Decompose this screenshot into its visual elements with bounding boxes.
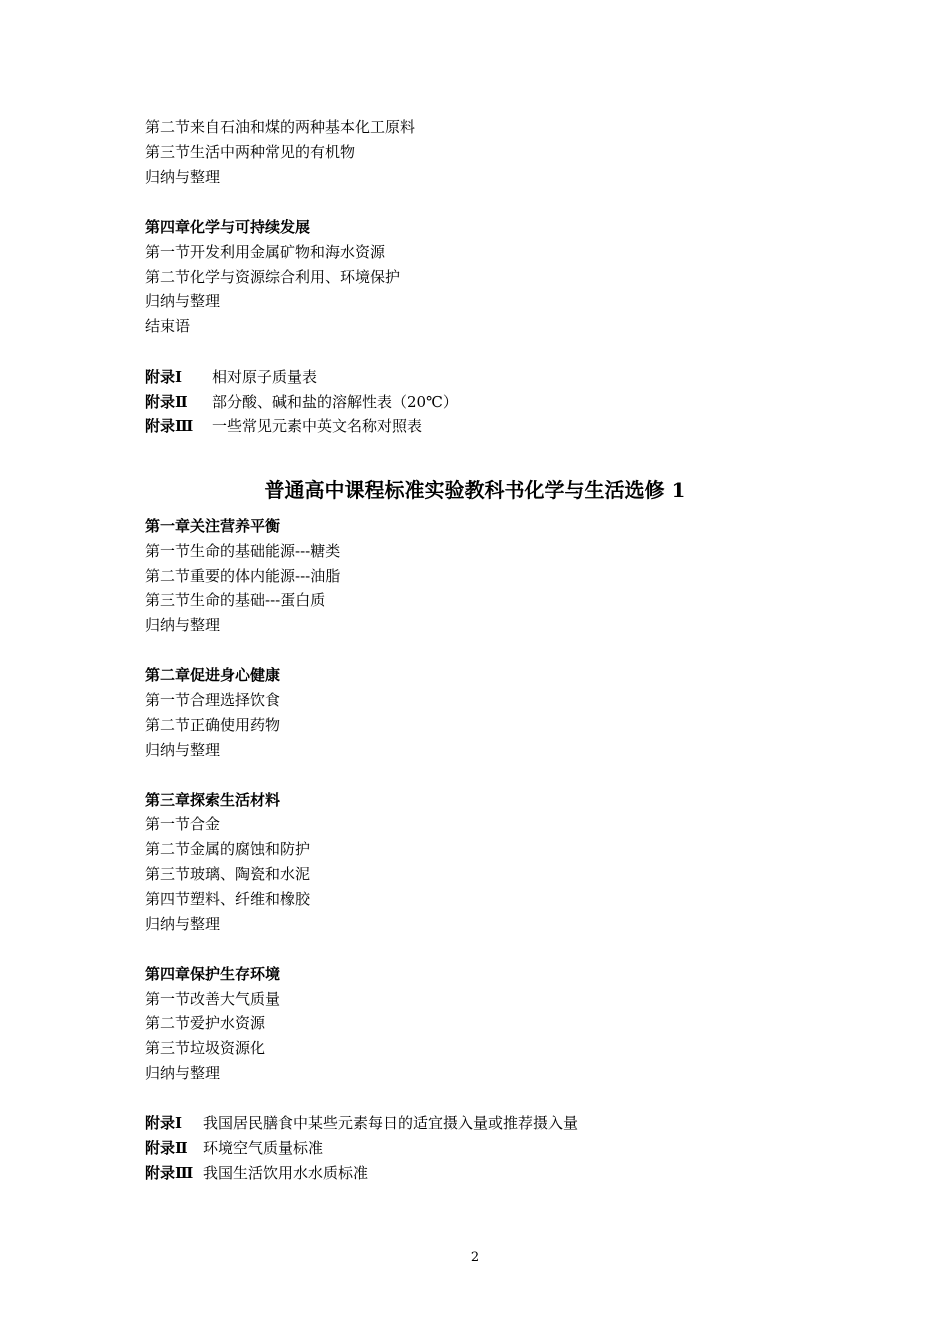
toc-line: 归纳与整理 bbox=[145, 616, 221, 634]
page-number: 2 bbox=[470, 1250, 480, 1265]
toc-line: 第一节改善大气质量 bbox=[145, 990, 281, 1008]
chapter-heading: 第四章化学与可持续发展 bbox=[145, 218, 311, 236]
appendix-text: 一些常见元素中英文名称对照表 bbox=[212, 417, 423, 435]
toc-line: 第一节生命的基础能源---糖类 bbox=[145, 542, 341, 560]
toc-line: 第二节正确使用药物 bbox=[145, 716, 281, 734]
toc-line: 归纳与整理 bbox=[145, 292, 221, 310]
appendix-label: 附录Ⅰ bbox=[145, 368, 183, 386]
appendix-label: 附录Ⅱ bbox=[145, 393, 188, 411]
toc-line: 归纳与整理 bbox=[145, 1064, 221, 1082]
appendix-label: 附录Ⅲ bbox=[145, 417, 194, 435]
toc-line: 第二节来自石油和煤的两种基本化工原料 bbox=[145, 118, 416, 136]
appendix-text: 我国居民膳食中某些元素每日的适宜摄入量或推荐摄入量 bbox=[203, 1114, 579, 1132]
appendix-line bbox=[145, 392, 458, 412]
toc-line: 第三节玻璃、陶瓷和水泥 bbox=[145, 865, 311, 883]
appendix-line bbox=[145, 1113, 578, 1133]
toc-line: 第三节生命的基础---蛋白质 bbox=[145, 591, 326, 609]
toc-line: 第二节金属的腐蚀和防护 bbox=[145, 840, 311, 858]
appendix-text: 环境空气质量标准 bbox=[203, 1139, 324, 1157]
toc-line: 归纳与整理 bbox=[145, 741, 221, 759]
appendix-text: 我国生活饮用水水质标准 bbox=[203, 1164, 369, 1182]
toc-line: 第一节合金 bbox=[145, 815, 221, 833]
appendix-line bbox=[145, 416, 422, 436]
chapter-heading: 第四章保护生存环境 bbox=[145, 965, 281, 983]
chapter-heading: 第三章探索生活材料 bbox=[145, 791, 281, 809]
toc-line: 第三节垃圾资源化 bbox=[145, 1039, 266, 1057]
toc-line: 第二节重要的体内能源---油脂 bbox=[145, 567, 341, 585]
appendix-text: 部分酸、碱和盐的溶解性表（20℃） bbox=[212, 393, 458, 411]
toc-line: 第三节生活中两种常见的有机物 bbox=[145, 143, 356, 161]
appendix-line bbox=[145, 367, 317, 387]
toc-line: 第一节合理选择饮食 bbox=[145, 691, 281, 709]
book-title: 普通高中课程标准实验教科书化学与生活选修 1 bbox=[264, 478, 686, 502]
appendix-label: 附录Ⅰ bbox=[145, 1114, 183, 1132]
appendix-text: 相对原子质量表 bbox=[212, 368, 318, 386]
toc-line: 第四节塑料、纤维和橡胶 bbox=[145, 890, 311, 908]
toc-line: 第二节爱护水资源 bbox=[145, 1014, 266, 1032]
toc-line: 结束语 bbox=[145, 317, 191, 335]
toc-line: 第二节化学与资源综合利用、环境保护 bbox=[145, 268, 401, 286]
chapter-heading: 第一章关注营养平衡 bbox=[145, 517, 281, 535]
appendix-line bbox=[145, 1138, 323, 1158]
toc-line: 归纳与整理 bbox=[145, 168, 221, 186]
appendix-label: 附录Ⅱ bbox=[145, 1139, 188, 1157]
toc-line: 归纳与整理 bbox=[145, 915, 221, 933]
appendix-line bbox=[145, 1163, 368, 1183]
chapter-heading: 第二章促进身心健康 bbox=[145, 666, 281, 684]
toc-line: 第一节开发利用金属矿物和海水资源 bbox=[145, 243, 386, 261]
appendix-label: 附录Ⅲ bbox=[145, 1164, 194, 1182]
